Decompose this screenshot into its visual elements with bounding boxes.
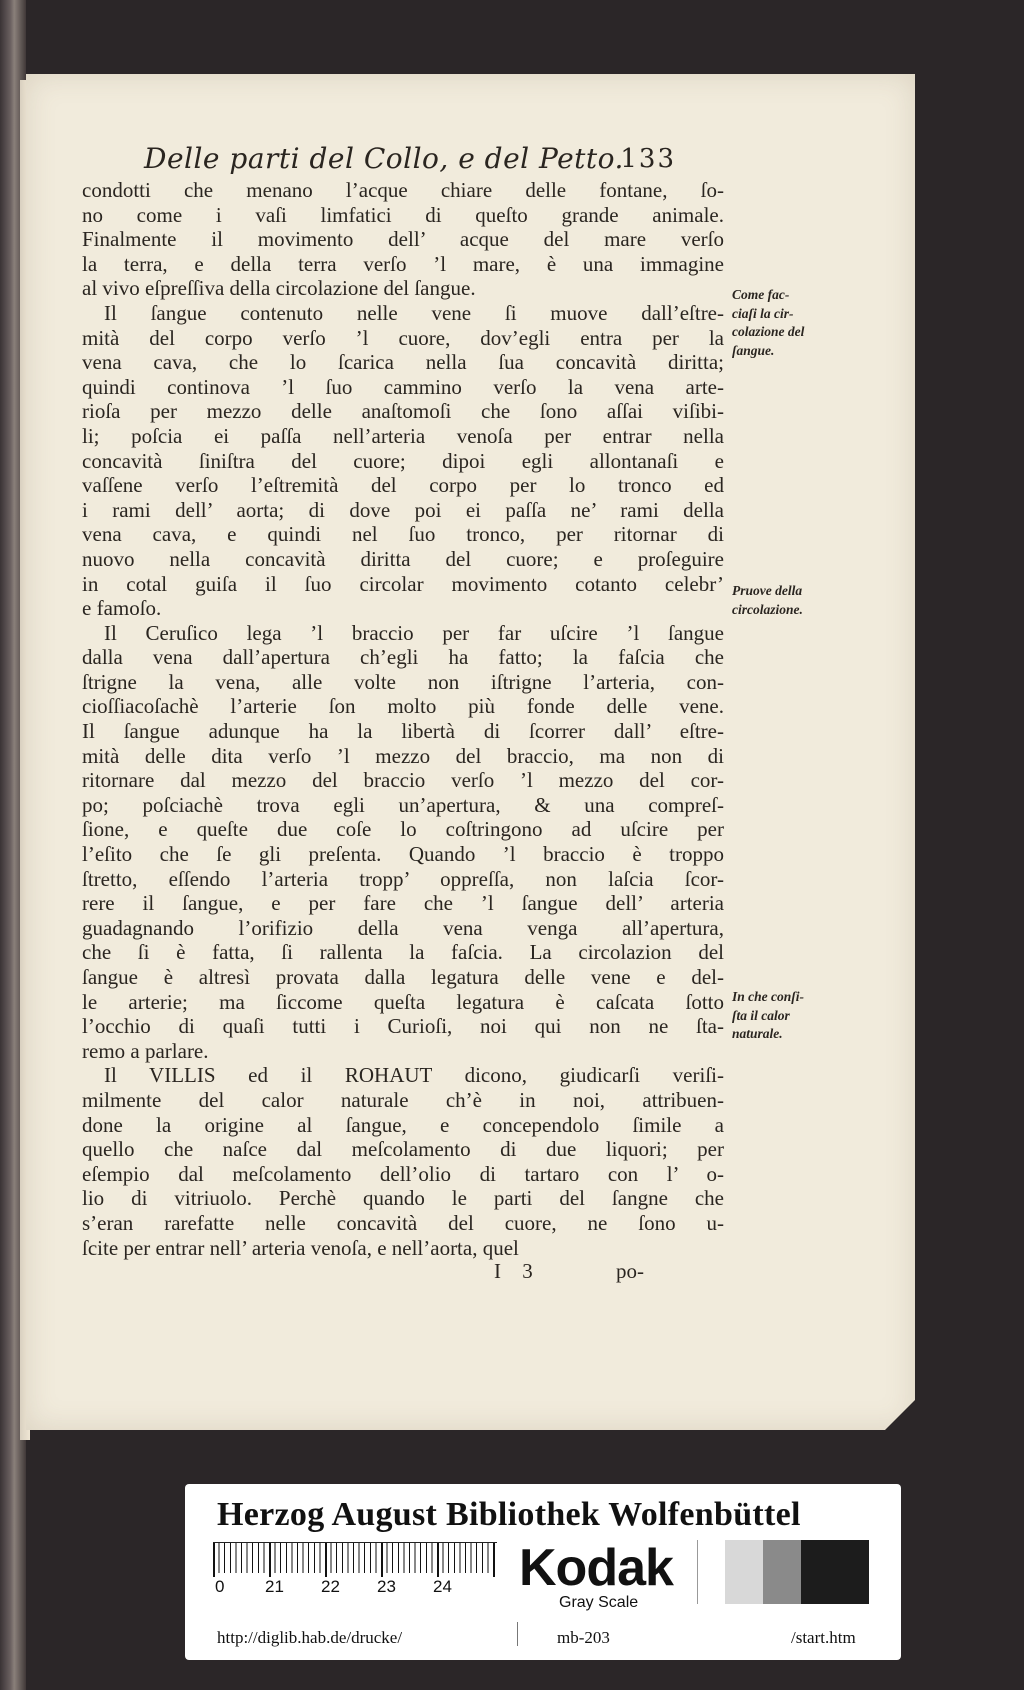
text-line: la terra, e della terra verſo ’l mare, è una immagine: [82, 251, 724, 276]
start-page-url: /start.htm: [791, 1628, 856, 1647]
text-line: rioſa per mezzo delle anaſtomoſi che ſono aſſai viſibi-: [82, 399, 724, 424]
signature-mark: I 3: [494, 1259, 541, 1283]
gray-swatch-light: [725, 1540, 763, 1604]
text-line: po; poſciachè trova egli un’apertura, & una compreſ-: [82, 792, 724, 817]
book-page: [26, 74, 915, 1430]
marginal-note-line: In che conſi-: [732, 989, 804, 1004]
gray-swatch-mid: [763, 1540, 801, 1604]
text-line: ſione, e queſte due coſe lo coſtringono ad uſcire per: [82, 817, 724, 842]
text-line: che ſi è fatta, ſi rallenta la faſcia. La circolazion del: [82, 940, 724, 965]
text-line: eſempio dal meſcolamento dell’olio di tartaro con l’ o-: [82, 1161, 724, 1186]
page-number: 133: [620, 144, 676, 174]
text-line: vena cava, che lo ſcarica nella ſua concavità diritta;: [82, 350, 724, 375]
text-line: s’eran rarefatte nelle concavità del cuore, ne ſono u-: [82, 1210, 724, 1235]
marginal-note-line: ſangue.: [732, 342, 775, 358]
digital-library-url: http://diglib.hab.de/drucke/: [217, 1628, 403, 1647]
kodak-logo: Kodak: [519, 1539, 673, 1597]
ruler-numbers: [213, 1577, 497, 1597]
shelfmark-id: mb-203: [557, 1628, 610, 1647]
running-title: Delle parti del Collo, e del Petto.: [144, 142, 624, 175]
gray-scale-caption: Gray Scale: [559, 1594, 639, 1611]
marginal-note-line: ſta il calor: [732, 1007, 790, 1023]
text-line: lio di vitriuolo. Perchè quando le parti del ſangne che: [82, 1186, 724, 1211]
ruler-number: 23: [377, 1577, 396, 1596]
marginal-note-circolazione: [732, 286, 852, 360]
text-line: dalla vena dall’apertura ch’egli ha fatto; la faſcia che: [82, 645, 724, 670]
marginal-note-line: Come fac-: [732, 287, 790, 302]
card-divider: [697, 1540, 698, 1604]
text-line: remo a parlare.: [82, 1038, 209, 1063]
text-line: vaſſene verſo l’eſtremità del corpo per lo tronco ed: [82, 473, 724, 498]
ruler-number: 0: [215, 1577, 225, 1596]
body-text: [82, 178, 724, 1260]
text-line: concavità ſiniſtra del cuore; dipoi egli allontanaſi e: [82, 448, 724, 473]
text-line: ſcite per entrar nell’ arteria venoſa, e nell’aorta, quel: [82, 1235, 519, 1260]
text-line: vena cava, e quindi nel ſuo tronco, per ritornar di: [82, 522, 724, 547]
text-line: no come i vaſi limfatici di queſto grande animale.: [82, 202, 724, 227]
text-line: Il Ceruſico lega ’l braccio per far uſcire ’l ſangue: [104, 620, 724, 645]
ruler-number: 22: [321, 1577, 340, 1596]
marginal-note-pruove: [732, 582, 852, 619]
text-line: in cotal guiſa il ſuo circolar movimento cotanto celebr’: [82, 571, 724, 596]
marginal-note-line: circolazione.: [732, 601, 803, 617]
catchword: po-: [616, 1259, 644, 1283]
gray-swatch-dark: [801, 1540, 869, 1604]
text-line: ſtrigne la vena, alle volte non iſtrigne l’arteria, con-: [82, 669, 724, 694]
url-separator: [517, 1622, 518, 1646]
page-footer: [82, 1259, 724, 1287]
text-line: ſtretto, eſſendo l’arteria tropp’ oppreſſa, non laſcia ſcor-: [82, 866, 724, 891]
text-line: mità delle dita verſo ’l mezzo del braccio, ma non di: [82, 743, 724, 768]
marginal-note-line: colazione del: [732, 324, 805, 339]
text-line: mità del corpo verſo ’l cuore, dov’egli entra per la: [82, 325, 724, 350]
marginal-note-calor: [732, 988, 852, 1044]
text-line: Il ſangue contenuto nelle vene ſi muove dall’eſtre-: [104, 300, 724, 325]
marginal-note-line: ciaſi la cir-: [732, 305, 794, 321]
text-line: li; poſcia ei paſſa nell’arteria venoſa per entrar nella: [82, 423, 724, 448]
text-line: i rami dell’ aorta; di dove poi ei paſſa ne’ rami della: [82, 497, 724, 522]
text-line: Finalmente il movimento dell’ acque del mare verſo: [82, 227, 724, 252]
text-line: nuovo nella concavità diritta del cuore; e proſeguire: [82, 546, 724, 571]
text-line: milmente del calor naturale ch’è in noi, attribuen-: [82, 1087, 724, 1112]
text-line: al vivo eſpreſſiva della circolazione del ſangue.: [82, 276, 476, 301]
marginal-note-line: Pruove della: [732, 583, 803, 598]
text-line: done la origine al ſangue, e concependolo ſimile a: [82, 1112, 724, 1137]
scale-ruler: [213, 1542, 497, 1599]
library-color-card: [185, 1484, 901, 1660]
text-line: condotti che menano l’acque chiare delle fontane, ſo-: [82, 178, 724, 202]
text-line: cioſſiacoſachè l’arterie ſon molto più fonde delle vene.: [82, 694, 724, 719]
ruler-major-ticks: [213, 1543, 497, 1577]
marginal-note-line: naturale.: [732, 1026, 783, 1041]
text-line: Il ſangue adunque ha la libertà di ſcorrer dall’ eſtre-: [82, 719, 724, 744]
text-line: ſangue è altresì provata dalla legatura delle vene e del-: [82, 965, 724, 989]
text-line: guadagnando l’orifizio della vena venga all’apertura,: [82, 915, 724, 940]
text-line: le arterie; ma ſiccome queſta legatura è caſcata ſotto: [82, 989, 724, 1014]
text-line: e famoſo.: [82, 596, 162, 621]
text-line: ritornare dal mezzo del braccio verſo ’l mezzo del cor-: [82, 768, 724, 793]
text-line: Il VILLIS ed il ROHAUT dicono, giudicarſi veriſi-: [104, 1063, 724, 1088]
text-line: l’eſito che ſe gli preſenta. Quando ’l braccio è troppo: [82, 842, 724, 867]
library-name: Herzog August Bibliothek Wolfenbüttel: [217, 1496, 801, 1533]
running-header: [116, 142, 676, 182]
ruler-number: 24: [433, 1577, 452, 1596]
text-line: rere il ſangue, e per fare che ’l ſangue dell’ arteria: [82, 891, 724, 916]
text-line: l’occhio di quaſi tutti i Curioſi, noi qui non ne ſta-: [82, 1014, 724, 1039]
text-line: quindi continova ’l ſuo cammino verſo la vena arte-: [82, 374, 724, 399]
ruler-number: 21: [265, 1577, 284, 1596]
page-corner-fold: [885, 1400, 915, 1430]
text-line: quello che naſce dal meſcolamento di due liquori; per: [82, 1137, 724, 1162]
